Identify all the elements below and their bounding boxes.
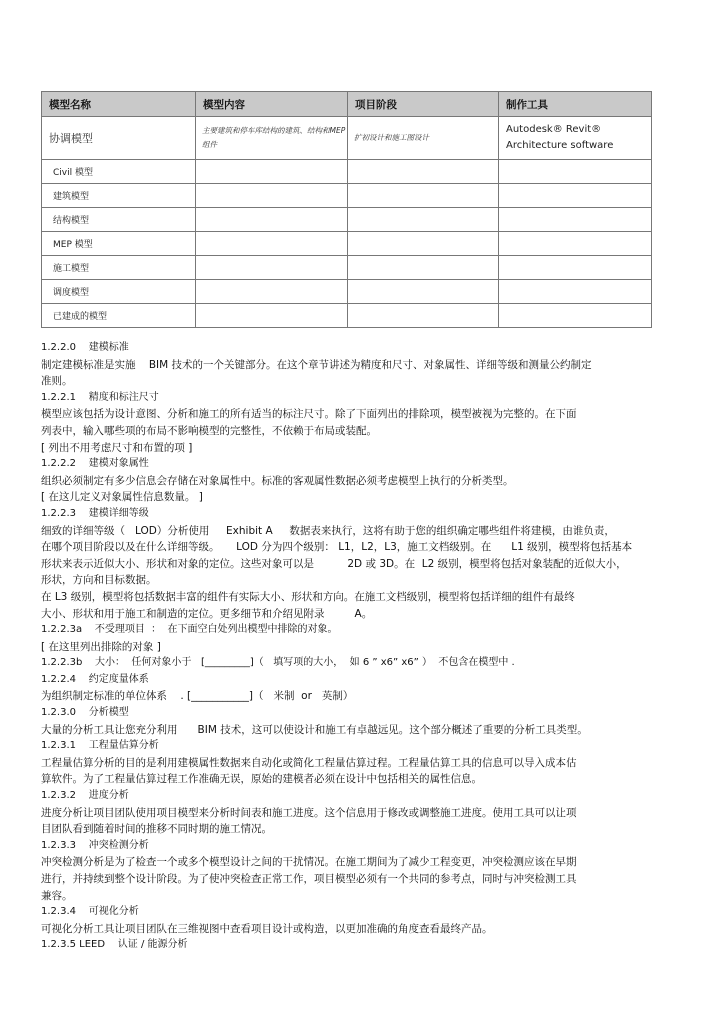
table-row [42,304,652,328]
section-heading: 1.2.3.3 冲突检测分析 [41,839,149,851]
section-heading: 1.2.3.0 分析模型 [41,707,129,719]
section-heading: 1.2.2.1 精度和标注尺寸 [41,391,159,403]
paragraph-line: 为组织制定标准的单位体系 . [___________]（ 米制 or 英制） [41,690,354,703]
table-row [42,208,652,232]
section-heading: 1.2.2.0 建模标准 [41,342,129,353]
paragraph-line: 组织必须制定有多少信息会存储在对象属性中。标准的客观属性数据必须考虑模型上执行的分析类型。 [41,474,514,487]
paragraph-line: 工程量估算分析的目的是利用建模属性数据来自动化或简化工程量估算过程。工程量估算工具的信息可以导入成本估 [41,756,577,769]
paragraph-line: 形状来表示近似大小、形状和对象的定位。这些对象可以是 2D 或 3D。在 L2 级别，模型将包括对象装配的近似大小， [41,557,627,570]
cell-row-name: 结构模型 [42,208,196,232]
section-heading: 1.2.2.2 建模对象属性 [41,458,149,470]
section-heading: 1.2.2.3 建模详细等级 [41,507,149,519]
model-table [41,91,652,328]
table-row [42,184,652,208]
cell-coord-name: 协调模型 [42,117,196,160]
paragraph-line: 大小、形状和用于施工和制造的定位。更多细节和介绍见附录 A。 [41,607,373,620]
cell-row-name: 调度模型 [42,280,196,304]
table-row [42,280,652,304]
placeholder-line: [ 列出不用考虑尺寸和布置的项 ] [41,441,193,454]
section-heading: 1.2.3.1 工程量估算分析 [41,740,159,752]
cell-row-name: MEP 模型 [42,232,196,256]
paragraph-line: 形状，方向和目标数据。 [41,574,157,587]
cell-row-name: 已建成的模型 [42,304,196,328]
paragraph-line: 模型应该包括为设计意图、分析和施工的所有适当的标注尺寸。除了下面列出的排除项，模型被视为完整的。在下面 [41,408,577,421]
header-model-name: 模型名称 [42,92,196,117]
paragraph-line: 在哪个项目阶段以及在什么详细等级。 LOD 分为四个级别： L1，L2，L3，施工文档级别。在 L1 级别，模型将包括基本 [41,541,633,554]
paragraph-line: 兼容。 [41,889,73,902]
table-row [42,232,652,256]
cell-coord-tool: Autodesk® Revit® Architecture software [499,117,652,160]
table-header-row [42,92,652,117]
paragraph-line: 准则。 [41,375,73,388]
table-row [42,256,652,280]
paragraph-line: 制定建模标准是实施 BIM 技术的一个关键部分。在这个章节讲述为精度和尺寸、对象属性、详细等级和测量公约制定 [41,358,592,371]
cell-row-name: 建筑模型 [42,184,196,208]
section-heading: 1.2.2.3b 大小： 任何对象小于 [_________]（ 填写项的大小， 如 6 ” x6” x6” ） 不包含在模型中 . [41,657,515,669]
section-heading: 1.2.3.4 可视化分析 [41,906,139,918]
paragraph-line: 冲突检测分析是为了检查一个或多个模型设计之间的干扰情况。在施工期间为了减少工程变更，冲突检测应该在早期 [41,856,577,869]
cell-coord-phase: 扩初设计和施工图设计 [348,117,499,160]
table-row-coordination [42,117,652,160]
paragraph-line: 进度分析让项目团队使用项目模型来分析时间表和施工进度。这个信息用于修改或调整施工进度。使用工具可以让项 [41,806,577,819]
section-heading: 1.2.3.2 进度分析 [41,790,129,802]
section-heading: 1.2.3.5 LEED 认证 / 能源分析 [41,939,188,951]
header-model-content: 模型内容 [196,92,348,117]
paragraph-line: 目团队看到随着时间的推移不同时期的施工情况。 [41,823,272,836]
section-heading: 1.2.2.4 约定度量体系 [41,673,149,685]
cell-row-name: 施工模型 [42,256,196,280]
header-project-phase: 项目阶段 [348,92,499,117]
paragraph-line: 算软件。为了工程量估算过程工作准确无误，原始的建模者必须在设计中包括相关的属性信息。 [41,773,482,786]
paragraph-line: 在 L3 级别，模型将包括数据丰富的组件有实际大小、形状和方向。在施工文档级别，模型将包括详细的组件有最终 [41,590,575,603]
placeholder-line: [ 在这儿定义对象属性信息数量。 ] [41,491,203,504]
cell-row-name: Civil 模型 [42,160,196,184]
paragraph-line: 大量的分析工具让您充分利用 BIM 技术，这可以使设计和施工有卓越远见。这个部分概述了重要的分析工具类型。 [41,723,588,736]
header-tool: 制作工具 [499,92,652,117]
section-heading: 1.2.2.3a 不受理项目 ： 在下面空白处列出模型中排除的对象。 [41,624,338,636]
table-row [42,160,652,184]
paragraph-line: 进行，并持续到整个设计阶段。为了使冲突检查正常工作，项目模型必须有一个共同的参考点，同时与冲突检测工具 [41,873,577,885]
paragraph-line: 可视化分析工具让项目团队在三维视图中查看项目设计或构造，以更加准确的角度查看最终产品。 [41,922,493,935]
cell-coord-content: 主要建筑和停车库结构的建筑、结构和MEP组件 [196,117,348,160]
paragraph-line: 列表中，输入哪些项的布局不影响模型的完整性，不依赖于布局或装配。 [41,424,377,437]
paragraph-line: 细致的详细等级（ LOD）分析使用 Exhibit A 数据表来执行，这将有助于您的组织确定哪些组件将建模，由谁负责， [41,524,615,537]
placeholder-line: [ 在这里列出排除的对象 ] [41,640,161,653]
document-body [41,340,681,954]
